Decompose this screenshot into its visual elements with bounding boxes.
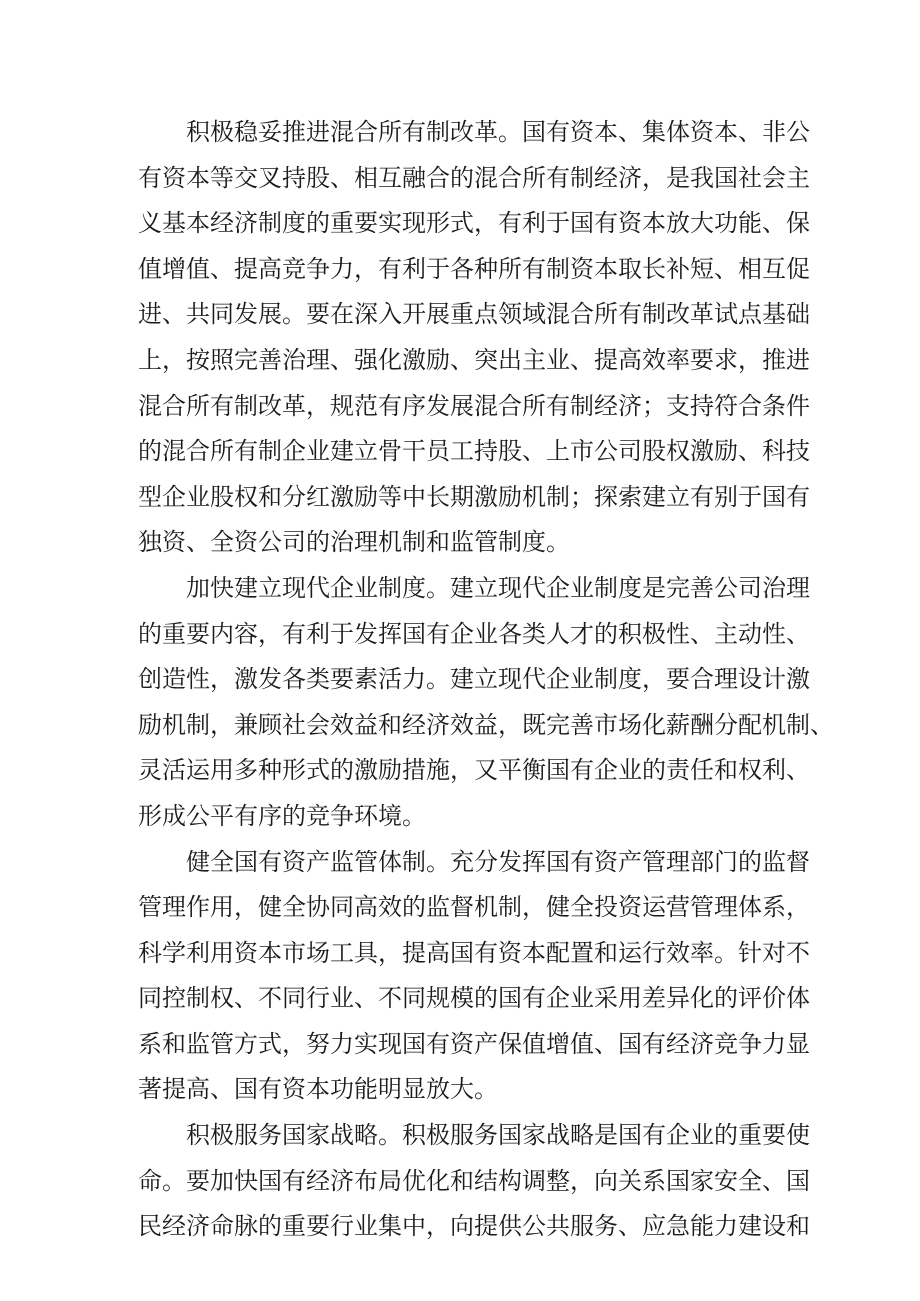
text-line: 混合所有制改革，规范有序发展混合所有制经济；支持符合条件 xyxy=(138,391,810,420)
document-body xyxy=(138,110,834,1250)
text-line: 的重要内容，有利于发挥国有企业各类人才的积极性、主动性、 xyxy=(138,619,810,648)
paragraph-mixed-ownership-reform xyxy=(138,110,810,566)
paragraph-state-asset-supervision xyxy=(138,840,810,1114)
text-line: 形成公平有序的竞争环境。 xyxy=(138,801,426,830)
text-line: 积极服务国家战略。积极服务国家战略是国有企业的重要使 xyxy=(186,1121,810,1150)
text-line: 型企业股权和分红激励等中长期激励机制；探索建立有别于国有 xyxy=(138,482,810,511)
text-line: 加快建立现代企业制度。建立现代企业制度是完善公司治理 xyxy=(186,573,810,602)
text-line: 积极稳妥推进混合所有制改革。国有资本、集体资本、非公 xyxy=(186,118,810,146)
text-line: 创造性，激发各类要素活力。建立现代企业制度，要合理设计激 xyxy=(138,665,810,694)
text-line: 同控制权、不同行业、不同规模的国有企业采用差异化的评价体 xyxy=(138,984,810,1013)
text-line: 有资本等交叉持股、相互融合的混合所有制经济，是我国社会主 xyxy=(138,163,810,192)
paragraph-modern-enterprise-system xyxy=(138,566,834,840)
text-line: 健全国有资产监管体制。充分发挥国有资产管理部门的监督 xyxy=(186,847,810,876)
text-line: 的混合所有制企业建立骨干员工持股、上市公司股权激励、科技 xyxy=(138,437,810,466)
text-line: 值增值、提高竞争力，有利于各种所有制资本取长补短、相互促 xyxy=(138,254,810,283)
text-line: 著提高、国有资本功能明显放大。 xyxy=(138,1075,498,1104)
text-line: 灵活运用多种形式的激励措施，又平衡国有企业的责任和权利、 xyxy=(138,756,810,785)
paragraph-national-strategy xyxy=(138,1113,810,1250)
text-line: 科学利用资本市场工具，提高国有资本配置和运行效率。针对不 xyxy=(138,938,810,967)
text-line: 义基本经济制度的重要实现形式，有利于国有资本放大功能、保 xyxy=(138,209,810,238)
text-line: 系和监管方式，努力实现国有资产保值增值、国有经济竞争力显 xyxy=(138,1029,810,1058)
text-line: 命。要加快国有经济布局优化和结构调整，向关系国家安全、国 xyxy=(138,1166,810,1195)
text-line: 上，按照完善治理、强化激励、突出主业、提高效率要求，推进 xyxy=(138,345,810,374)
text-line: 进、共同发展。要在深入开展重点领域混合所有制改革试点基础 xyxy=(138,300,810,329)
text-line: 管理作用，健全协同高效的监督机制，健全投资运营管理体系， xyxy=(138,893,810,922)
text-line: 励机制，兼顾社会效益和经济效益，既完善市场化薪酬分配机制、 xyxy=(138,710,834,739)
text-line: 独资、全资公司的治理机制和监管制度。 xyxy=(138,528,570,557)
text-line: 民经济命脉的重要行业集中，向提供公共服务、应急能力建设和 xyxy=(138,1212,810,1241)
